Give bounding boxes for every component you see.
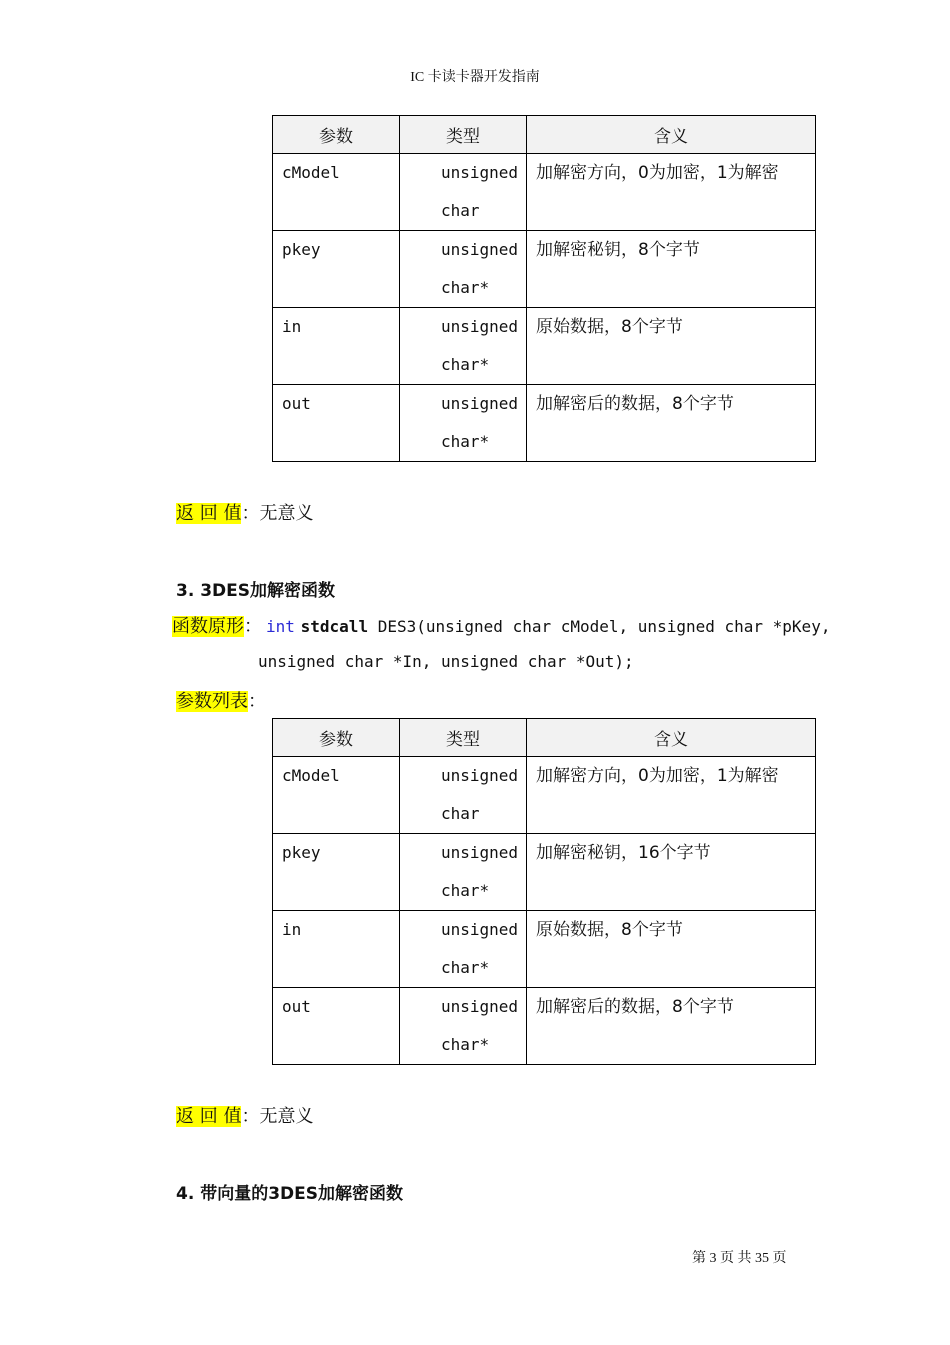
param-name: out [282,997,311,1016]
return-value-line-1 [176,499,313,525]
keyword-stdcall: stdcall [300,617,369,636]
page-footer: 第 3 页 共 35 页 [692,1251,787,1266]
param-name: cModel [282,163,340,182]
return-value-label: 返 回 值 [176,503,242,524]
param-name: pkey [282,240,321,259]
param-type: unsigned char* [441,843,519,900]
function-prototype-line-2: unsigned char *In, unsigned char *Out); [258,652,634,671]
colon: ： [248,691,266,712]
param-type: unsigned char* [441,317,519,374]
param-name: in [282,920,302,939]
param-desc: 加解密方向，0为加密，1为解密 [536,163,779,183]
param-desc: 加解密方向，0为加密，1为解密 [536,766,779,786]
param-table-2 [272,718,816,1065]
keyword-int: int [266,617,295,636]
column-header-type: 类型 [400,116,527,154]
param-desc: 加解密后的数据，8个字节 [536,997,734,1017]
colon: ： [241,503,260,524]
column-header-param: 参数 [273,719,400,757]
param-table-1 [272,115,816,462]
section-heading-3: 3. 3DES加解密函数 [176,581,336,601]
param-type: unsigned char* [441,997,519,1054]
param-desc: 加解密秘钥，8个字节 [536,240,700,260]
param-name: out [282,394,311,413]
table-row [273,834,816,911]
param-name: cModel [282,766,340,785]
param-desc: 加解密后的数据，8个字节 [536,394,734,414]
column-header-meaning: 含义 [527,719,816,757]
column-header-meaning: 含义 [527,116,816,154]
param-name: in [282,317,302,336]
param-name: pkey [282,843,321,862]
table-row [273,231,816,308]
prototype-label: 函数原形 [172,616,244,637]
params-list-label: 参数列表 [176,691,248,712]
param-desc: 原始数据，8个字节 [536,920,683,940]
param-type: unsigned char* [441,240,519,297]
param-type: unsigned char [441,163,519,220]
function-prototype-line-1 [172,612,830,638]
params-list-line [176,687,266,713]
table-row [273,308,816,385]
return-value-line-2 [176,1102,313,1128]
column-header-type: 类型 [400,719,527,757]
colon: ： [244,616,262,637]
table-row [273,911,816,988]
param-desc: 加解密秘钥，16个字节 [536,843,711,863]
param-type: unsigned char* [441,394,519,451]
page-header: IC 卡读卡器开发指南 [410,70,540,85]
param-type: unsigned char [441,766,519,823]
return-value-text: 无意义 [259,503,314,524]
table-row [273,757,816,834]
prototype-signature: DES3(unsigned char cModel, unsigned char *pKey, [368,617,831,636]
return-value-text: 无意义 [259,1106,314,1127]
column-header-param: 参数 [273,116,400,154]
return-value-label: 返 回 值 [176,1106,242,1127]
param-desc: 原始数据，8个字节 [536,317,683,337]
table-row [273,154,816,231]
table-row [273,988,816,1065]
table-row [273,385,816,462]
colon: ： [241,1106,260,1127]
section-heading-4: 4. 带向量的3DES加解密函数 [176,1184,404,1204]
param-type: unsigned char* [441,920,519,977]
